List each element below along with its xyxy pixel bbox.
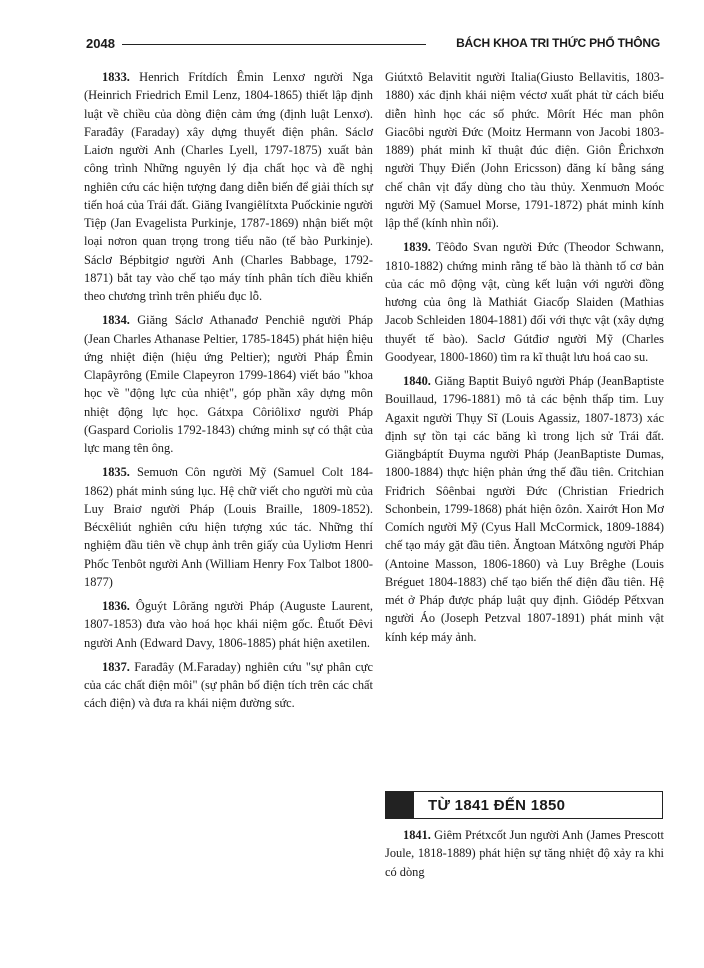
- entry-text: Giăng Sáclơ Athanađơ Penchiê người Pháp (Jean Charles Athanase Peltier, 1785-1845) phát hiện hiệu ứng nhiệt điện (hiệu ứng Peltier); người Pháp Êmin Clapâyrông (Emile Clapeyron 1799-1864) viết báo "khoa học về "động lực của nhiệt", góp phần xây dựng môn nhiệt động lực học. Gátxpa Côriôlixơ người Pháp (Gaspard Coriolis 1792-1843) chứng minh sự có thật của lực mang tên ông.: [84, 313, 373, 455]
- entry-1835: [84, 463, 373, 591]
- entry-year: 1841.: [403, 828, 431, 842]
- entry-1834: [84, 311, 373, 457]
- entry-1840: [385, 372, 664, 646]
- entry-year: 1839.: [403, 240, 431, 255]
- entry-1833: [84, 68, 373, 305]
- entry-text: Têôđo Svan người Đức (Theodor Schwann, 1810-1882) chứng minh rằng tế bào là thành tố cơ bản của các mô động vật, cùng kết luận với người đồng hương của ông là Mathiát Giacốp Slaiden (Mathias Jacob Schleiden 1804-1881) đối với thực vật (xây dựng thuyết tế bào). Saclơ Gútđiơ người Mỹ (Charles Goodyear, 1800-1860) tìm ra kĩ thuật lưu hoá cao su.: [385, 240, 664, 364]
- right-column: [385, 68, 664, 652]
- entry-text: Ôguýt Lôrăng người Pháp (Auguste Laurent, 1807-1853) đưa vào hoá học khái niệm gốc. Êtuốt Đêvi người Anh (Edward Davy, 1806-1885) phát hiện axetilen.: [84, 599, 373, 650]
- left-column: [84, 68, 373, 719]
- entry-year: 1833.: [102, 70, 130, 84]
- section-marker: [386, 792, 414, 818]
- section-column: [385, 826, 664, 887]
- page-number: 2048: [86, 36, 115, 51]
- entry-1837-continued: [385, 68, 664, 232]
- page-header: [86, 36, 660, 58]
- entry-1836: [84, 597, 373, 652]
- header-rule: [122, 44, 426, 45]
- running-title: BÁCH KHOA TRI THỨC PHỔ THÔNG: [456, 36, 660, 50]
- entry-1839: [385, 238, 664, 366]
- section-heading: [385, 791, 663, 819]
- entry-1841: [385, 826, 664, 881]
- entry-text: Giútxtô Belavitit người Italia(Giusto Bellavitis, 1803-1880) xác định khái niệm véctơ xuất phát từ cách biểu diễn hình học các số phức. Môrít Héc man phôn Giacôbi người Đức (Moitz Hermann von Jacobi 1803-1889) phát minh kĩ thuật đúc điện. Giôn Êrichxơn người Thụy Điển (John Ericsson) đăng kí bằng sáng chế chân vịt đẩy dùng cho tàu thủy. Xenmuơn Moóc người Mỹ (Samuel Morse, 1791-1872) phát minh kính lập thể (kính nhìn nổi).: [385, 70, 664, 230]
- entry-year: 1835.: [102, 465, 130, 480]
- entry-year: 1836.: [102, 599, 130, 613]
- entry-year: 1840.: [403, 374, 431, 388]
- section-title: TỪ 1841 ĐẾN 1850: [428, 796, 566, 814]
- entry-year: 1834.: [102, 313, 130, 328]
- entry-text: Semuơn Côn người Mỹ (Samuel Colt 184-1862) phát minh súng lục. Hệ chữ viết cho người mù của Luy Braiơ người Pháp (Louis Braille, 1809-1852). Bécxêliút nghiên cứu hiện tượng xúc tác. Những thí nghiệm đầu tiên về chụp ảnh trên giấy của Uyliơm Henri Phốc Tenbôt người Anh (William Henry Fox Talbot 1800-1877): [84, 465, 373, 589]
- entry-text: Giăng Baptit Buiyô người Pháp (JeanBaptiste Bouillaud, 1796-1881) mô tả các bệnh thấp tim. Luy Agaxit người Thụy Sĩ (Louis Agassiz, 1807-1873) xác định sự tồn tại các băng kì trong lịch sử Trái đất. Giăngbáptít Đuyma người Pháp (JeanBaptiste Dumas, 1800-1884) thực hiện phản ứng thế đầu tiên. Critchian Friđrich Sôênbai người Đức (Christian Friedrich Schonbein, 1799-1868) phát hiện ôzôn. Xairớt Hon Mơ Comích người Mỹ (Cyus Hall McCormick, 1809-1884) chế tạo máy gặt đầu tiên. Ăngtoan Mátxông người Pháp (Antoine Masson, 1806-1860) và Luy Brêghe (Louis Bréguet 1804-1883) chế tạo biến thế điện đầu tiên. Hệ mét ở Pháp được pháp luật quy định. Giôdép Pếtxvan người Áo (Joseph Petzval 1807-1891) phát minh vật kính kép máy ảnh.: [385, 374, 664, 644]
- entry-text: Henrich Frítdích Êmin Lenxơ người Nga (Heinrich Friedrich Emil Lenz, 1804-1865) thiết lập định luật về chiều của dòng điện cảm ứng (định luật Lenxơ). Farađây (Faraday) xây dựng thuyết điện phân. Sáclơ Laiơn người Anh (Charles Lyell, 1797-1875) xuất bản công trình Những nguyên lý địa chất học và đề nghị nghiên cứu các hiện tượng đang diễn biến để giải thích sự tiến hoá của Trái đất. Giăng Ivangiêlítxta Puốckinie người Tiệp (Jan Evagelista Purkinje, 1787-1869) nhận biết một loại nơron quan trọng trong tiểu não (tế bào Purkinje). Sáclơ Bépbitgiơ người Anh (Charles Babbage, 1792-1871) bắt tay vào chế tạo máy tính phân tích điều khiển theo chương trình trên phiếu đục lỗ.: [84, 70, 373, 303]
- entry-year: 1837.: [102, 659, 130, 674]
- entry-1837: [84, 658, 373, 713]
- entry-text: Giêm Prétxcốt Jun người Anh (James Prescott Joule, 1818-1889) phát hiện sự tăng nhiệt độ xảy ra khi có dòng: [385, 828, 664, 879]
- entry-text: Farađây (M.Faraday) nghiên cứu "sự phân cực của các chất điện môi" (sự phân bố điện tích trên các chất cách điện) và đưa ra khái niệm đường sức.: [84, 659, 373, 711]
